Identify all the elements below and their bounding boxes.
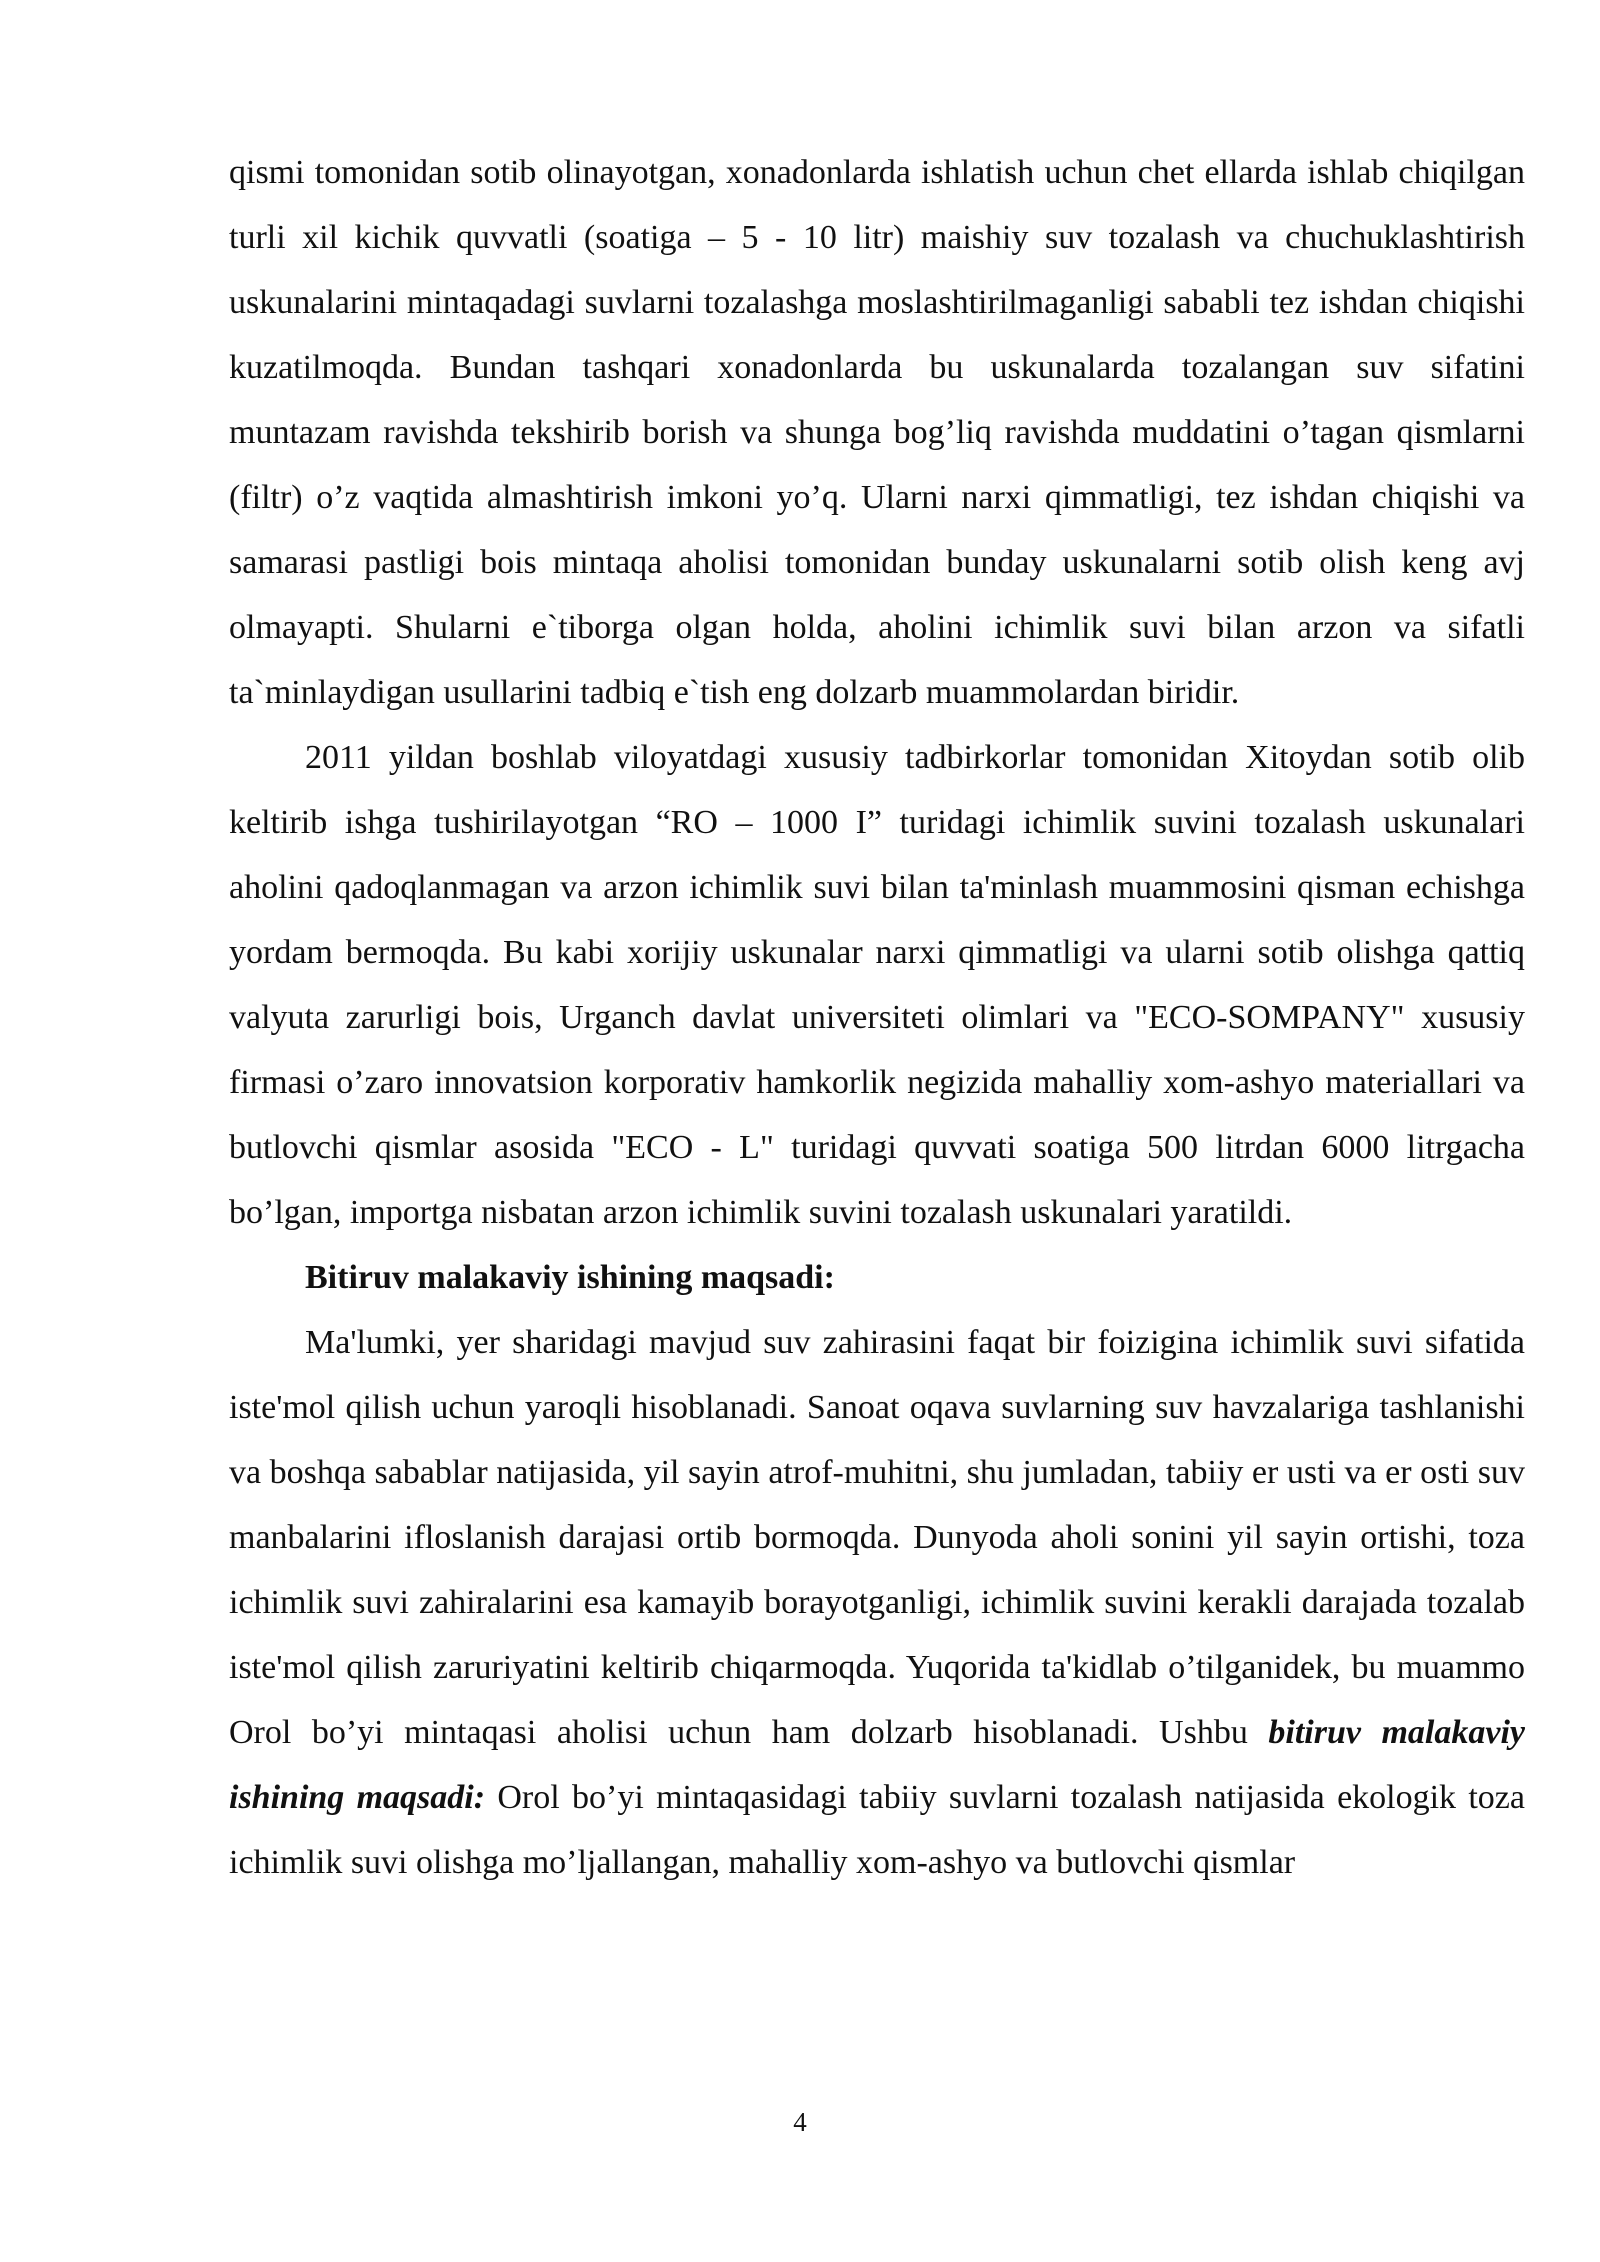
paragraph-ro-1000: 2011 yildan boshlab viloyatdagi xususiy tadbirkorlar tomonidan Xitoydan sotib olib keltirib ishga tushirilayotgan “RO – 1000 I” turidagi ichimlik suvini tozalash uskunalari aholini qadoqlanmagan va arzon ichimlik suvi bilan ta'minlash muammosini qisman echishga yordam bermoqda. Bu kabi xorijiy uskunalar narxi qimmatligi va ularni sotib olishga qattiq valyuta zarurligi bois, Urganch davlat universiteti olimlari va "ECO-SOMPANY" xususiy firmasi o’zaro innovatsion korporativ hamkorlik negizida mahalliy xom-ashyo materiallari va butlovchi qismlar asosida "ECO - L" turidagi quvvati soatiga 500 litrdan 6000 litrgacha bo’lgan, importga nisbatan arzon ichimlik suvini tozalash uskunalari yaratildi. [229, 739, 1525, 1231]
paragraph-intro: qismi tomonidan sotib olinayotgan, xonadonlarda ishlatish uchun chet ellarda ishlab chiqilgan turli xil kichik quvvatli (soatiga – 5 - 10 litr) maishiy suv tozalash va chuchuklashtirish uskunalarini mintaqadagi suvlarni tozalashga moslashtirilmaganligi sababli tez ishdan chiqishi kuzatilmoqda. Bundan tashqari xonadonlarda bu uskunalarda tozalangan suv sifatini muntazam ravishda tekshirib borish va shunga bog’liq ravishda muddatini o’tagan qismlarni (filtr) o’z vaqtida almashtirish imkoni yo’q. Ularni narxi qimmatligi, tez ishdan chiqishi va samarasi pastligi bois mintaqa aholisi tomonidan bunday uskunalarni sotib olish keng avj olmayapti. Shularni e`tiborga olgan holda, aholini ichimlik suvi bilan arzon va sifatli ta`minlaydigan usullarini tadbiq e`tish eng dolzarb muammolardan biridir. [229, 154, 1525, 711]
paragraph-goal-end: Orol bo’yi mintaqasidagi tabiiy suvlarni tozalash natijasida ekologik toza ichimlik suvi olishga mo’ljallangan, mahalliy xom-ashyo va butlovchi qismlar [229, 1779, 1525, 1881]
section-heading: Bitiruv malakaviy ishining maqsadi: [305, 1259, 835, 1296]
body-text [229, 140, 1525, 1895]
paragraph-goal [229, 1310, 1525, 1895]
page-number: 4 [793, 2107, 807, 2137]
paragraph-goal-start: Ma'lumki, yer sharidagi mavjud suv zahirasini faqat bir foizigina ichimlik suvi sifatida iste'mol qilish uchun yaroqli hisoblanadi. Sanoat oqava suvlarning suv havzalariga tashlanishi va boshqa sabablar natijasida, yil sayin atrof-muhitni, shu jumladan, tabiiy er usti va er osti suv manbalarini ifloslanish darajasi ortib bormoqda. Dunyoda aholi sonini yil sayin ortishi, toza ichimlik suvi zahiralarini esa kamayib borayotganligi, ichimlik suvini kerakli darajada tozalab iste'mol qilish zaruriyatini keltirib chiqarmoqda. Yuqorida ta'kidlab o’tilganidek, bu muammo Orol bo’yi mintaqasi aholisi uchun ham dolzarb hisoblanadi. Ushbu [229, 1324, 1525, 1751]
paragraph-goal-emphasis: bitiruv malakaviy ishining maqsadi: [229, 1714, 1525, 1816]
